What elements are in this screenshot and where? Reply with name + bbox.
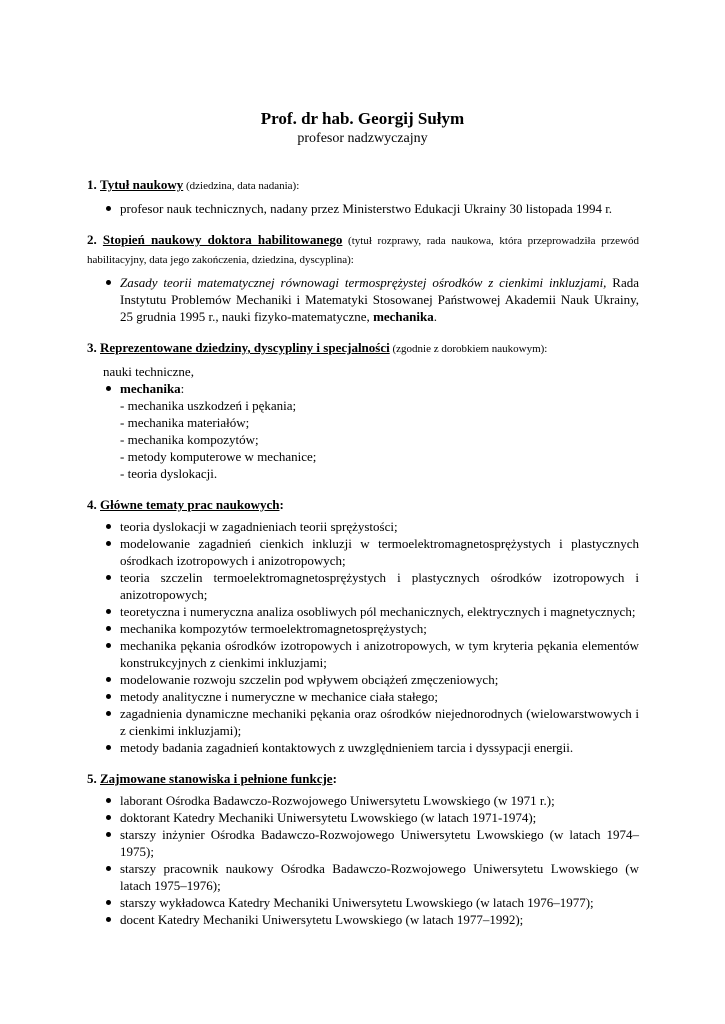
dissertation-title: Zasady teorii matematycznej równowagi termosprężystej ośrodków z cienkimi inkluzjami, [120, 275, 607, 290]
section-list [87, 200, 639, 217]
list-item: mechanika kompozytów termoelektromagnetosprężystych; [87, 620, 639, 637]
list-item: starszy pracownik naukowy Ośrodka Badawczo-Rozwojowego Uniwersytetu Lwowskiego (w latach 1975–1976); [87, 860, 639, 894]
document-body [87, 176, 639, 942]
list-item: teoretyczna i numeryczna analiza osobliwych pól mechanicznych, elektrycznych i magnetycznych; [87, 603, 639, 620]
list-item: starszy wykładowca Katedry Mechaniki Uniwersytetu Lwowskiego (w latach 1976–1977); [87, 894, 639, 911]
specialty-item: - mechanika kompozytów; [120, 432, 259, 447]
list-item: laborant Ośrodka Badawczo-Rozwojowego Uniwersytetu Lwowskiego (w 1971 r.); [87, 792, 639, 809]
item-colon: : [180, 381, 185, 396]
section-list [87, 792, 639, 928]
list-item: zagadnienia dynamiczne mechaniki pękania oraz ośrodków niejednorodnych (wielowarstwowych i z cienkimi inkluzjami); [87, 705, 639, 739]
section-label: Zajmowane stanowiska i pełnione funkcje [100, 771, 333, 786]
list-item: teoria dyslokacji w zagadnieniach teorii sprężystości; [87, 518, 639, 535]
discipline-name: mechanika [120, 381, 181, 396]
section-habilitation [87, 231, 639, 325]
specialty-item: - mechanika uszkodzeń i pękania; [120, 398, 297, 413]
section-list [87, 274, 639, 325]
section-label: Reprezentowane dziedziny, dyscypliny i specjalności [100, 340, 390, 355]
list-item: profesor nauk technicznych, nadany przez Ministerstwo Edukacji Ukrainy 30 listopada 1994 r. [87, 200, 639, 217]
list-item: modelowanie rozwoju szczelin pod wpływem obciążeń zmęczeniowych; [87, 671, 639, 688]
document-header [0, 109, 725, 148]
discipline-name: mechanika [373, 309, 434, 324]
list-item: metody analityczne i numeryczne w mechanice ciała stałego; [87, 688, 639, 705]
section-list [87, 380, 639, 397]
section-note: (dziedzina, data nadania): [183, 180, 300, 192]
list-item: teoria szczelin termoelektromagnetosprężystych i plastycznych ośrodków izotropowych i anizotropowych; [87, 569, 639, 603]
list-item [87, 274, 639, 325]
section-note: (zgodnie z dorobkiem naukowym): [389, 343, 548, 355]
list-item: starszy inżynier Ośrodka Badawczo-Rozwojowego Uniwersytetu Lwowskiego (w latach 1974–1975); [87, 826, 639, 860]
person-name: Prof. dr hab. Georgij Sułym [260, 109, 465, 128]
section-colon: : [332, 771, 337, 786]
section-fields [87, 339, 639, 482]
section-list [87, 518, 639, 756]
section-heading [87, 231, 639, 269]
section-label: Stopień naukowy doktora habilitowanego [102, 232, 343, 247]
section-number: 2. [87, 232, 97, 247]
section-positions [87, 770, 639, 928]
section-heading [87, 339, 639, 358]
specialty-item: - metody komputerowe w mechanice; [120, 449, 317, 464]
dissertation-details: Rada Instytutu Problemów Mechaniki i Matematyki Stosowanej Państwowej Akademii Nauk Ukrainy, 25 grudnia 1995 r., nauki fizyko-matematyczne, [120, 275, 639, 324]
section-heading [87, 176, 639, 195]
list-item: modelowanie zagadnień cienkich inkluzji w termoelektromagnetosprężystych i plastycznych ośrodkach izotropowych i anizotropowych; [87, 535, 639, 569]
section-research-topics [87, 496, 639, 756]
section-number: 1. [87, 177, 97, 192]
section-label: Główne tematy prac naukowych [100, 497, 280, 512]
section-academic-title [87, 176, 639, 217]
list-item: metody badania zagadnień kontaktowych z uwzględnieniem tarcia i dyssypacji energii. [87, 739, 639, 756]
specialty-item: - teoria dyslokacji. [120, 466, 218, 481]
section-note: (tytuł rozprawy, rada naukowa, która przeprowadziła przewód habilitacyjny, data jego zakończenia, dziedzina, dyscyplina): [87, 235, 639, 266]
section-number: 4. [87, 497, 97, 512]
section-label: Tytuł naukowy [100, 177, 184, 192]
field-name: nauki techniczne, [103, 364, 194, 379]
specialty-item: - mechanika materiałów; [120, 415, 250, 430]
section-heading [87, 496, 639, 513]
person-position: profesor nadzwyczajny [297, 131, 428, 146]
section-heading [87, 770, 639, 787]
section-number: 5. [87, 771, 97, 786]
section-number: 3. [87, 340, 97, 355]
item-end: . [433, 309, 437, 324]
list-item: mechanika pękania ośrodków izotropowych i anizotropowych, w tym kryteria pękania elementów konstrukcyjnych z cienkimi inkluzjami; [87, 637, 639, 671]
section-colon: : [279, 497, 284, 512]
list-item: docent Katedry Mechaniki Uniwersytetu Lwowskiego (w latach 1977–1992); [87, 911, 639, 928]
list-item: doktorant Katedry Mechaniki Uniwersytetu Lwowskiego (w latach 1971-1974); [87, 809, 639, 826]
list-item [87, 380, 639, 397]
